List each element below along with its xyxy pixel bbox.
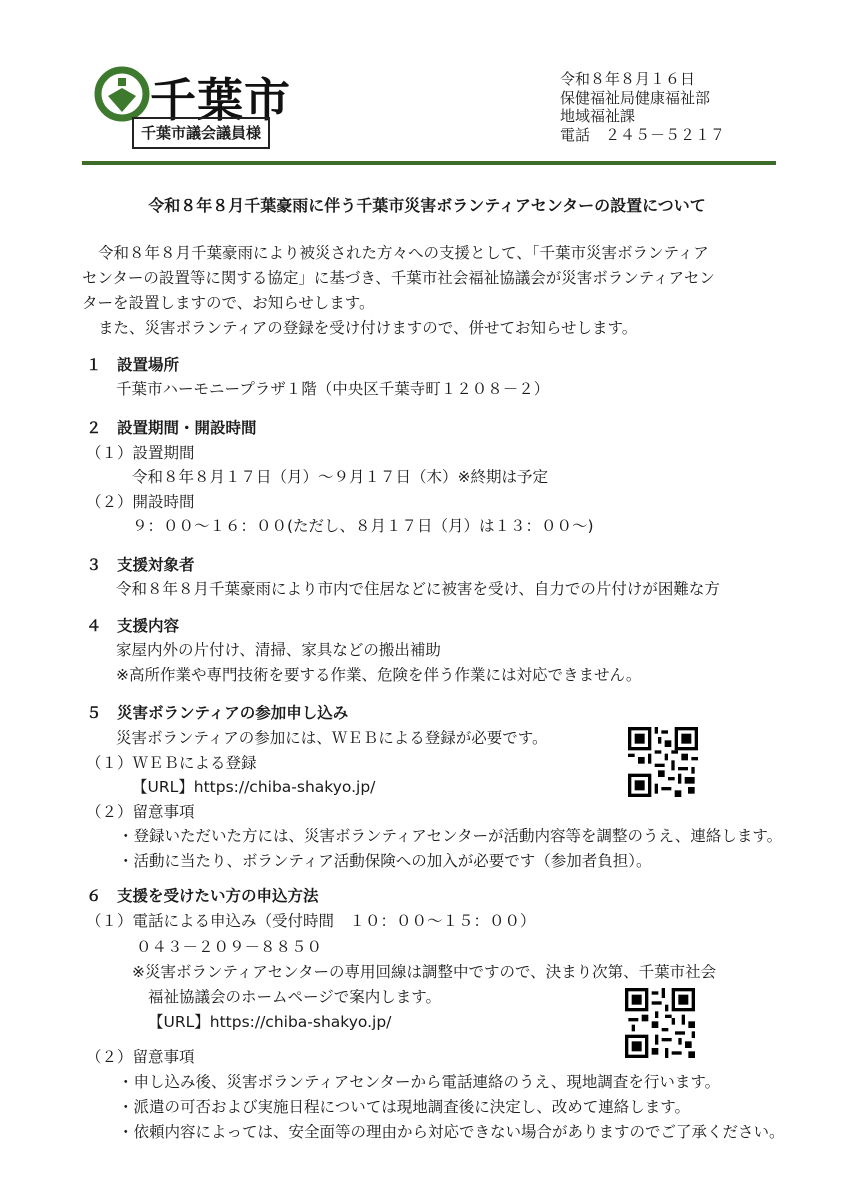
issuer-phone: 電話 ２４５－５２１７	[560, 125, 726, 144]
section-5-note-1: ・登録いただいた方には、災害ボランティアセンターが活動内容等を調整のうえ、連絡します。	[118, 827, 783, 845]
section-1-body: 千葉市ハーモニープラザ１階（中央区千葉寺町１２０８－２）	[116, 380, 550, 398]
section-5-heading: ５ 災害ボランティアの参加申し込み	[86, 704, 349, 722]
header-rule	[82, 161, 776, 165]
section-5-note-2: ・活動に当たり、ボランティア活動保険への加入が必要です（参加者負担）。	[118, 852, 652, 870]
intro-line-4: また、災害ボランティアの登録を受け付けますので、併せてお知らせします。	[98, 319, 638, 337]
section-2-sub2-body: ９：００～１６：００(ただし、８月１７日（月）は１３：００～)	[132, 517, 594, 535]
section-6-heading: ６ 支援を受けたい方の申込方法	[86, 887, 319, 905]
intro-line-3: ターを設置しますので、お知らせします。	[82, 294, 375, 312]
section-6-note-b: 福祉協議会のホームページで案内します。	[148, 988, 441, 1006]
section-6-phone: ０４３－２０９－８８５０	[136, 938, 323, 956]
section-5-body: 災害ボランティアの参加には、ＷＥＢによる登録が必要です。	[116, 729, 548, 747]
issuer-block	[560, 70, 725, 144]
section-2-sub1-body: 令和８年８月１７日（月）～９月１７日（木）※終期は予定	[132, 468, 548, 486]
section-2-sub2: （２）開設時間	[86, 493, 195, 511]
section-4-body-1: 家屋内外の片付け、清掃、家具などの搬出補助	[116, 641, 441, 659]
intro-line-1: 令和８年８月千葉豪雨により被災された方々への支援として、「千葉市災害ボランティア	[98, 244, 709, 262]
section-6-sub2: （２）留意事項	[86, 1048, 195, 1066]
section-6-note-a: ※災害ボランティアセンターの専用回線は調整中ですので、決まり次第、千葉市社会	[132, 963, 717, 981]
qr-code-icon	[625, 988, 695, 1058]
logo-text: 千葉市	[150, 73, 291, 127]
section-3-body: 令和８年８月千葉豪雨により市内で住居などに被害を受け、自力での片付けが困難な方	[116, 580, 720, 598]
section-6-url[interactable]: 【URL】https://chiba-shakyo.jp/	[148, 1013, 392, 1031]
section-6-note-1: ・申し込み後、災害ボランティアセンターから電話連絡のうえ、現地調査を行います。	[118, 1073, 721, 1091]
section-5-sub1: （１）ＷＥＢによる登録	[86, 754, 257, 772]
issuer-department: 保健福祉局健康福祉部	[560, 88, 711, 107]
section-2-sub1: （１）設置期間	[86, 444, 195, 462]
addressee-box: 千葉市議会議員様	[132, 117, 270, 149]
section-6-sub1: （１）電話による申込み（受付時間 １０：００～１５：００）	[86, 912, 536, 930]
issuer-division: 地域福祉課	[560, 107, 636, 125]
chiba-city-logo	[92, 64, 291, 127]
section-2-heading: ２ 設置期間・開設時間	[86, 419, 257, 437]
section-6-note-3: ・依頼内容によっては、安全面等の理由から対応できない場合がありますのでご了承ください。	[118, 1123, 785, 1141]
intro-line-2: センターの設置等に関する協定」に基づき、千葉市社会福祉協議会が災害ボランティアセン	[82, 269, 715, 287]
section-6-note-2: ・派遣の可否および実施日程については現地調査後に決定し、改めて連絡します。	[118, 1098, 690, 1116]
section-1-heading: １ 設置場所	[86, 356, 180, 374]
section-4-heading: ４ 支援内容	[86, 617, 180, 635]
section-5-sub2: （２）留意事項	[86, 803, 195, 821]
section-4-body-2: ※高所作業や専門技術を要する作業、危険を伴う作業には対応できません。	[116, 666, 642, 684]
qr-code-icon	[628, 727, 698, 797]
document-title: 令和８年８月千葉豪雨に伴う千葉市災害ボランティアセンターの設置について	[148, 196, 706, 215]
section-3-heading: ３ 支援対象者	[86, 556, 195, 574]
city-emblem-icon	[94, 66, 150, 122]
section-5-url[interactable]: 【URL】https://chiba-shakyo.jp/	[132, 778, 376, 796]
issue-date: 令和８年８月１６日	[560, 70, 696, 88]
